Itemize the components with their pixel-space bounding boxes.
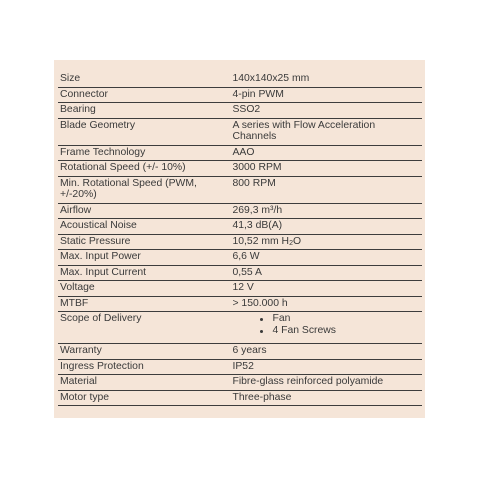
spec-label-warranty: Warranty (58, 344, 230, 360)
spec-value-frame-technology: AAO (230, 145, 422, 161)
static-pressure-value-tail: O (292, 235, 302, 247)
spec-label-scope-of-delivery: Scope of Delivery (58, 312, 230, 344)
spec-value-mtbf: > 150.000 h (230, 296, 422, 312)
spec-value-blade-geometry: A series with Flow Acceleration Channels (230, 118, 422, 145)
spec-panel (54, 60, 425, 418)
table-row (58, 118, 422, 145)
spec-value-motor-type: Three-phase (230, 390, 422, 406)
spec-label-rotational-speed: Rotational Speed (+/- 10%) (58, 161, 230, 177)
table-row (58, 72, 422, 87)
spec-label-ingress-protection: Ingress Protection (58, 359, 230, 375)
spec-label-max-input-power: Max. Input Power (58, 250, 230, 266)
table-row (58, 234, 422, 250)
table-row (58, 344, 422, 360)
table-row (58, 296, 422, 312)
table-row (58, 203, 422, 219)
table-row (58, 219, 422, 235)
table-row (58, 359, 422, 375)
spec-label-min-rotational-speed: Min. Rotational Speed (PWM, +/-20%) (58, 176, 230, 203)
spec-value-min-rotational-speed: 800 RPM (230, 176, 422, 203)
spec-value-connector: 4-pin PWM (230, 87, 422, 103)
spec-label-static-pressure: Static Pressure (58, 234, 230, 250)
static-pressure-value-main: 10,52 mm H (232, 235, 290, 247)
table-row (58, 312, 422, 344)
spec-value-static-pressure (230, 234, 422, 250)
spec-label-blade-geometry: Blade Geometry (58, 118, 230, 145)
table-row (58, 281, 422, 297)
list-item: 4 Fan Screws (258, 325, 420, 337)
spec-value-ingress-protection: IP52 (230, 359, 422, 375)
spec-label-motor-type: Motor type (58, 390, 230, 406)
spec-label-connector: Connector (58, 87, 230, 103)
spec-label-voltage: Voltage (58, 281, 230, 297)
spec-value-voltage: 12 V (230, 281, 422, 297)
spec-value-max-input-current: 0,55 A (230, 265, 422, 281)
list-item: Fan (258, 313, 420, 325)
delivery-list (232, 313, 420, 336)
static-pressure-value-subscript: 2 (289, 239, 293, 247)
spec-value-bearing: SSO2 (230, 103, 422, 119)
spec-value-warranty: 6 years (230, 344, 422, 360)
table-row (58, 103, 422, 119)
spec-value-acoustical-noise: 41,3 dB(A) (230, 219, 422, 235)
table-row (58, 161, 422, 177)
spec-label-size: Size (58, 72, 230, 87)
spec-label-frame-technology: Frame Technology (58, 145, 230, 161)
spec-label-max-input-current: Max. Input Current (58, 265, 230, 281)
spec-value-size: 140x140x25 mm (230, 72, 422, 87)
table-row (58, 375, 422, 391)
spec-table (58, 72, 422, 406)
spec-label-material: Material (58, 375, 230, 391)
table-row (58, 390, 422, 406)
spec-label-airflow: Airflow (58, 203, 230, 219)
table-row (58, 145, 422, 161)
spec-label-acoustical-noise: Acoustical Noise (58, 219, 230, 235)
table-row (58, 250, 422, 266)
spec-value-material: Fibre-glass reinforced polyamide (230, 375, 422, 391)
table-row (58, 176, 422, 203)
spec-value-scope-of-delivery (230, 312, 422, 344)
spec-label-bearing: Bearing (58, 103, 230, 119)
spec-value-rotational-speed: 3000 RPM (230, 161, 422, 177)
table-row (58, 87, 422, 103)
spec-value-max-input-power: 6,6 W (230, 250, 422, 266)
spec-value-airflow: 269,3 m³/h (230, 203, 422, 219)
table-row (58, 265, 422, 281)
spec-label-mtbf: MTBF (58, 296, 230, 312)
